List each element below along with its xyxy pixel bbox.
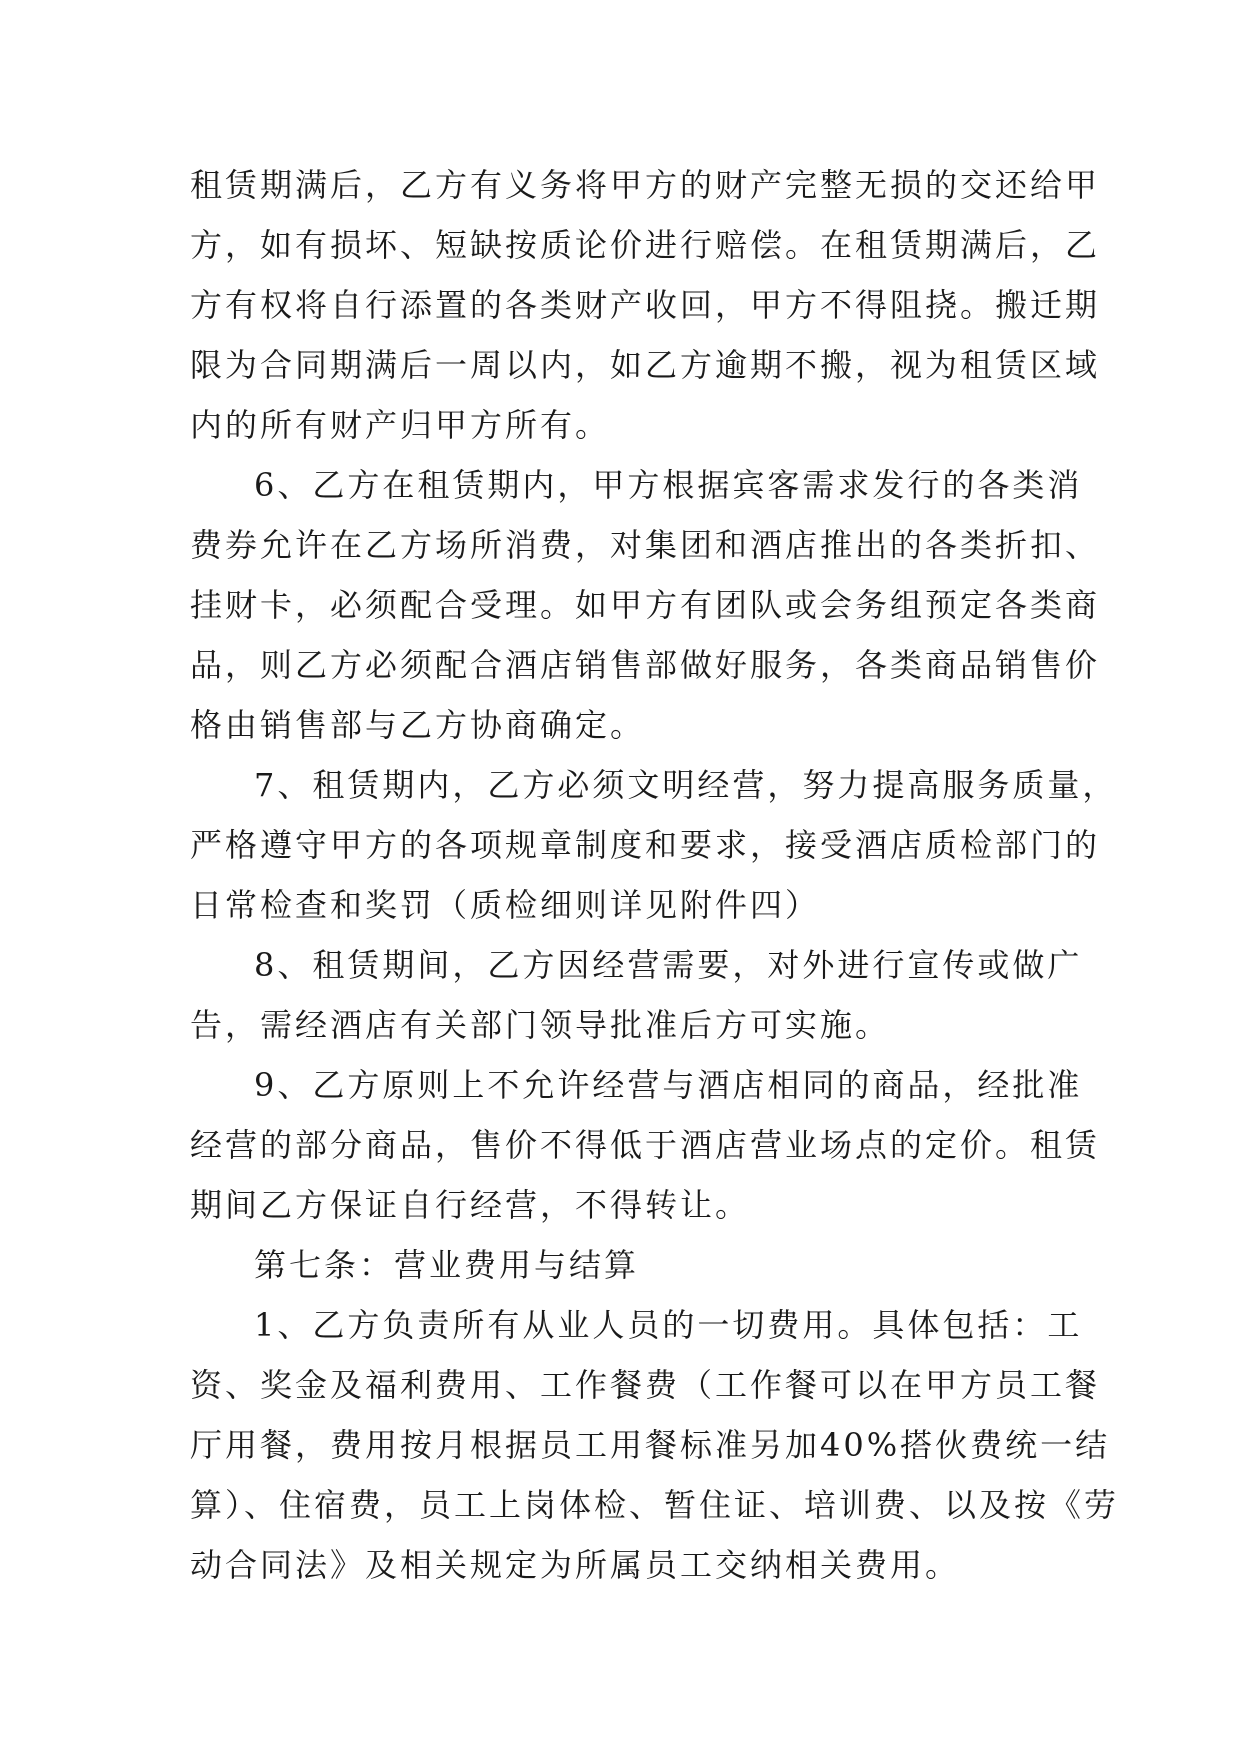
- text-line: 期间乙方保证自行经营，不得转让。: [190, 1186, 751, 1224]
- text-line: 方，如有损坏、短缺按质论价进行赔偿。在租赁期满后，乙: [190, 226, 1101, 264]
- text-line: 方有权将自行添置的各类财产收回，甲方不得阻挠。搬迁期: [190, 286, 1101, 324]
- text-line: 格由销售部与乙方协商确定。: [190, 706, 646, 744]
- text-line: 动合同法》及相关规定为所属员工交纳相关费用。: [190, 1546, 961, 1584]
- text-line: 算）、住宿费，员工上岗体检、暂住证、培训费、以及按《劳: [190, 1486, 1120, 1524]
- text-line: 租赁期满后，乙方有义务将甲方的财产完整无损的交还给甲: [190, 166, 1101, 204]
- clause-8-line: 8、租赁期间，乙方因经营需要，对外进行宣传或做广: [254, 946, 1083, 984]
- text-line: 挂财卡，必须配合受理。如甲方有团队或会务组预定各类商: [190, 586, 1101, 624]
- text-line: 严格遵守甲方的各项规章制度和要求，接受酒店质检部门的: [190, 826, 1101, 864]
- text-line: 厅用餐，费用按月根据员工用餐标准另加40%搭伙费统一结: [190, 1426, 1111, 1464]
- text-line: 品，则乙方必须配合酒店销售部做好服务，各类商品销售价: [190, 646, 1101, 684]
- text-line: 告，需经酒店有关部门领导批准后方可实施。: [190, 1006, 891, 1044]
- text-line: 经营的部分商品，售价不得低于酒店营业场点的定价。租赁: [190, 1126, 1101, 1164]
- clause-9-line: 9、乙方原则上不允许经营与酒店相同的商品，经批准: [254, 1066, 1083, 1104]
- clause-6-line: 6、乙方在租赁期内，甲方根据宾客需求发行的各类消: [254, 466, 1083, 504]
- clause-1-line: 1、乙方负责所有从业人员的一切费用。具体包括：工: [254, 1306, 1083, 1344]
- clause-7-line: 7、租赁期内，乙方必须文明经营，努力提高服务质量，: [254, 766, 1118, 804]
- text-line: 内的所有财产归甲方所有。: [190, 406, 611, 444]
- document-body: [190, 155, 1120, 1595]
- text-line: 日常检查和奖罚（质检细则详见附件四）: [190, 886, 821, 924]
- text-line: 费券允许在乙方场所消费，对集团和酒店推出的各类折扣、: [190, 526, 1101, 564]
- section-heading-article-7: 第七条：营业费用与结算: [254, 1246, 640, 1284]
- text-line: 资、奖金及福利费用、工作餐费（工作餐可以在甲方员工餐: [190, 1366, 1101, 1404]
- text-line: 限为合同期满后一周以内，如乙方逾期不搬，视为租赁区域: [190, 346, 1101, 384]
